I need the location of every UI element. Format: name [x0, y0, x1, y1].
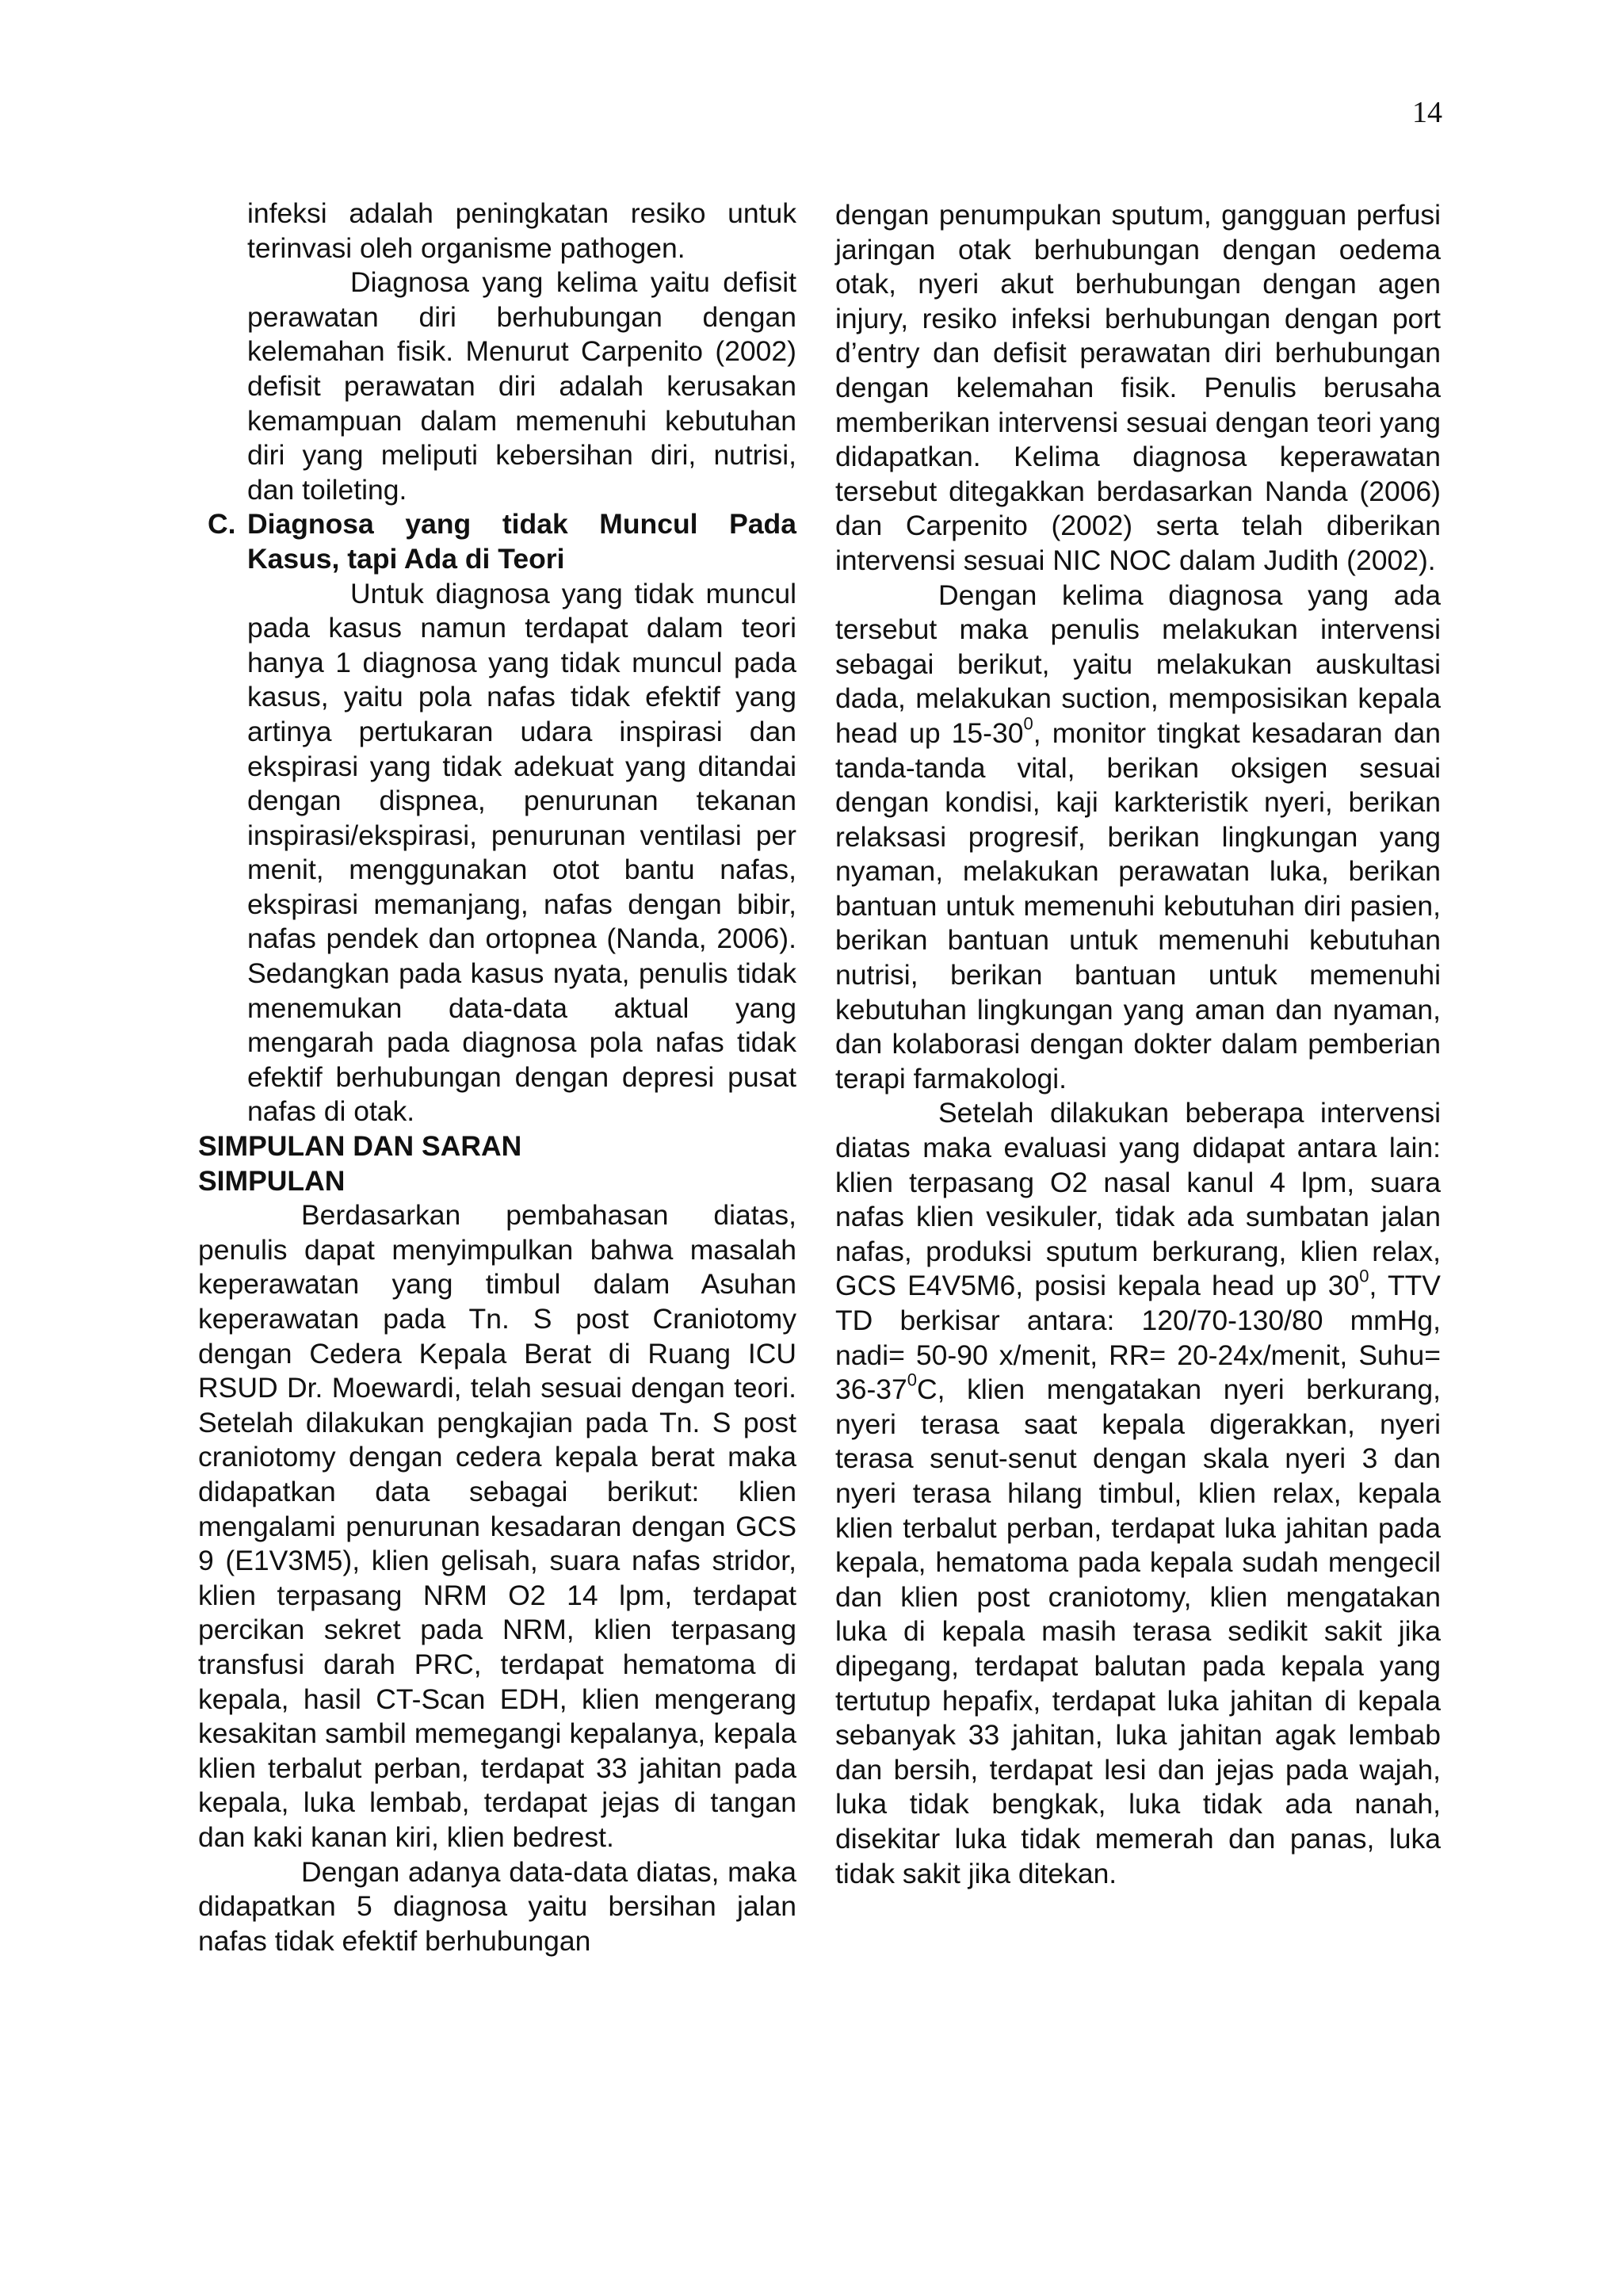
heading-c-marker: C.: [208, 508, 236, 541]
paragraph-infection-definition: infeksi adalah peningkatan resiko untuk terinvasi oleh organisme pathogen.: [247, 197, 796, 264]
section-heading-simpulan-dan-saran: SIMPULAN DAN SARAN: [198, 1130, 522, 1163]
degree-superscript: 0: [1023, 713, 1033, 734]
paragraph-evaluation: [835, 1096, 1441, 1891]
paragraph-diagnoses-list: dengan penumpukan sputum, gangguan perfusi jaringan otak berhubungan dengan oedema otak, nyeri akut berhubungan dengan agen injury, resiko infeksi berhubungan dengan port d’entry dan defisit perawatan diri berhubungan dengan kelemahan fisik. Penulis berusaha memberikan intervensi sesuai dengan teori yang didapatkan. Kelima diagnosa keperawatan tersebut ditegakkan berdasarkan Nanda (2006) dan Carpenito (2002) serta telah diberikan intervensi sesuai NIC NOC dalam Judith (2002).: [835, 199, 1441, 576]
paragraph-five-diagnoses: Dengan adanya data-data diatas, maka didapatkan 5 diagnosa yaitu bersihan jalan nafas tidak efektif berhubungan: [198, 1855, 796, 1957]
evaluation-text-a: Setelah dilakukan beberapa intervensi diatas maka evaluasi yang didapat antara lain: klien terpasang O2 nasal kanul 4 lpm, suara nafas klien vesikuler, tidak ada sumbatan jalan nafas, produksi sputum berkurang, klien relax, GCS E4V5M6, posisi kepala head up 30: [835, 1097, 1441, 1302]
paragraph-missing-diagnosis: Untuk diagnosa yang tidak muncul pada kasus namun terdapat dalam teori hanya 1 diagnosa yang tidak muncul pada kasus, yaitu pola nafas tidak efektif yang artinya pertukaran udara inspirasi dan ekspirasi yang tidak adekuat yang ditandai dengan dispnea, penurunan tekanan inspirasi/ekspirasi, penurunan ventilasi per menit, menggunakan otot bantu nafas, ekspirasi memanjang, nafas dengan bibir, nafas pendek dan ortopnea (Nanda, 2006). Sedangkan pada kasus nyata, penulis tidak menemukan data-data aktual yang mengarah pada diagnosa pola nafas tidak efektif berhubungan dengan depresi pusat nafas di otak.: [247, 577, 796, 1128]
right-column: [835, 198, 1441, 1891]
heading-c: [198, 507, 796, 576]
paragraph-interventions: [835, 579, 1441, 1097]
page-number: 14: [1412, 96, 1442, 129]
paragraph-conclusion: Berdasarkan pembahasan diatas, penulis dapat menyimpulkan bahwa masalah keperawatan yang timbul dalam Asuhan keperawatan pada Tn. S post Craniotomy dengan Cedera Kepala Berat di Ruang ICU RSUD Dr. Moewardi, telah sesuai dengan teori. Setelah dilakukan pengkajian pada Tn. S post craniotomy dengan cedera kepala berat maka didapatkan data sebagai berikut: klien mengalami penurunan kesadaran dengan GCS 9 (E1V3M5), klien gelisah, suara nafas stridor, klien terpasang NRM O2 14 lpm, terdapat percikan sekret pada NRM, klien terpasang transfusi darah PRC, terdapat hematoma di kepala, hasil CT-Scan EDH, klien mengerang kesakitan sambil memegangi kepalanya, kepala klien terbalut perban, terdapat 33 jahitan pada kepala, luka lembab, terdapat jejas di tangan dan kaki kanan kiri, klien bedrest.: [198, 1199, 796, 1853]
heading-c-text: Diagnosa yang tidak Muncul Pada Kasus, tapi Ada di Teori: [247, 508, 796, 575]
left-column: [198, 197, 796, 1958]
sub-heading-simpulan: SIMPULAN: [198, 1164, 346, 1197]
degree-superscript: 0: [1359, 1266, 1369, 1286]
interventions-text-a: Dengan kelima diagnosa yang ada tersebut maka penulis melakukan intervensi sebagai berikut, yaitu melakukan auskultasi dada, melakukan suction, memposisikan kepala head up 15-30: [835, 579, 1441, 749]
evaluation-text-b: , TTV TD berkisar antara: 120/70-130/80 mmHg, nadi= 50-90 x/menit, RR= 20-24x/menit, Suhu= 36-37: [835, 1270, 1441, 1406]
paragraph-fifth-diagnosis: Diagnosa yang kelima yaitu defisit perawatan diri berhubungan dengan kelemahan fisik. Menurut Carpenito (2002) defisit perawatan diri adalah kerusakan kemampuan dalam memenuhi kebutuhan diri yang meliputi kebersihan diri, nutrisi, dan toileting.: [247, 266, 796, 506]
degree-superscript: 0: [907, 1370, 918, 1390]
evaluation-text-c: C, klien mengatakan nyeri berkurang, nyeri terasa saat kepala digerakkan, nyeri terasa senut-senut dengan skala nyeri 3 dan nyeri terasa hilang timbul, klien relax, kepala klien terbalut perban, terdapat luka jahitan pada kepala, hematoma pada kepala sudah mengecil dan klien post craniotomy, klien mengatakan luka di kepala masih terasa sedikit sakit jika dipegang, terdapat balutan pada kepala yang tertutup hepafix, terdapat luka jahitan di kepala sebanyak 33 jahitan, luka jahitan agak lembab dan bersih, terdapat lesi dan jejas pada wajah, luka tidak bengkak, luka tidak ada nanah, disekitar luka tidak memerah dan panas, luka tidak sakit jika ditekan.: [835, 1373, 1441, 1889]
interventions-text-b: , monitor tingkat kesadaran dan tanda-tanda vital, berikan oksigen sesuai dengan kondisi, kaji karkteristik nyeri, berikan relaksasi progresif, berikan lingkungan yang nyaman, melakukan perawatan luka, berikan bantuan untuk memenuhi kebutuhan diri pasien, berikan bantuan untuk memenuhi kebutuhan nutrisi, berikan bantuan untuk memenuhi kebutuhan lingkungan yang aman dan nyaman, dan kolaborasi dengan dokter dalam pemberian terapi farmakologi.: [835, 716, 1442, 1095]
